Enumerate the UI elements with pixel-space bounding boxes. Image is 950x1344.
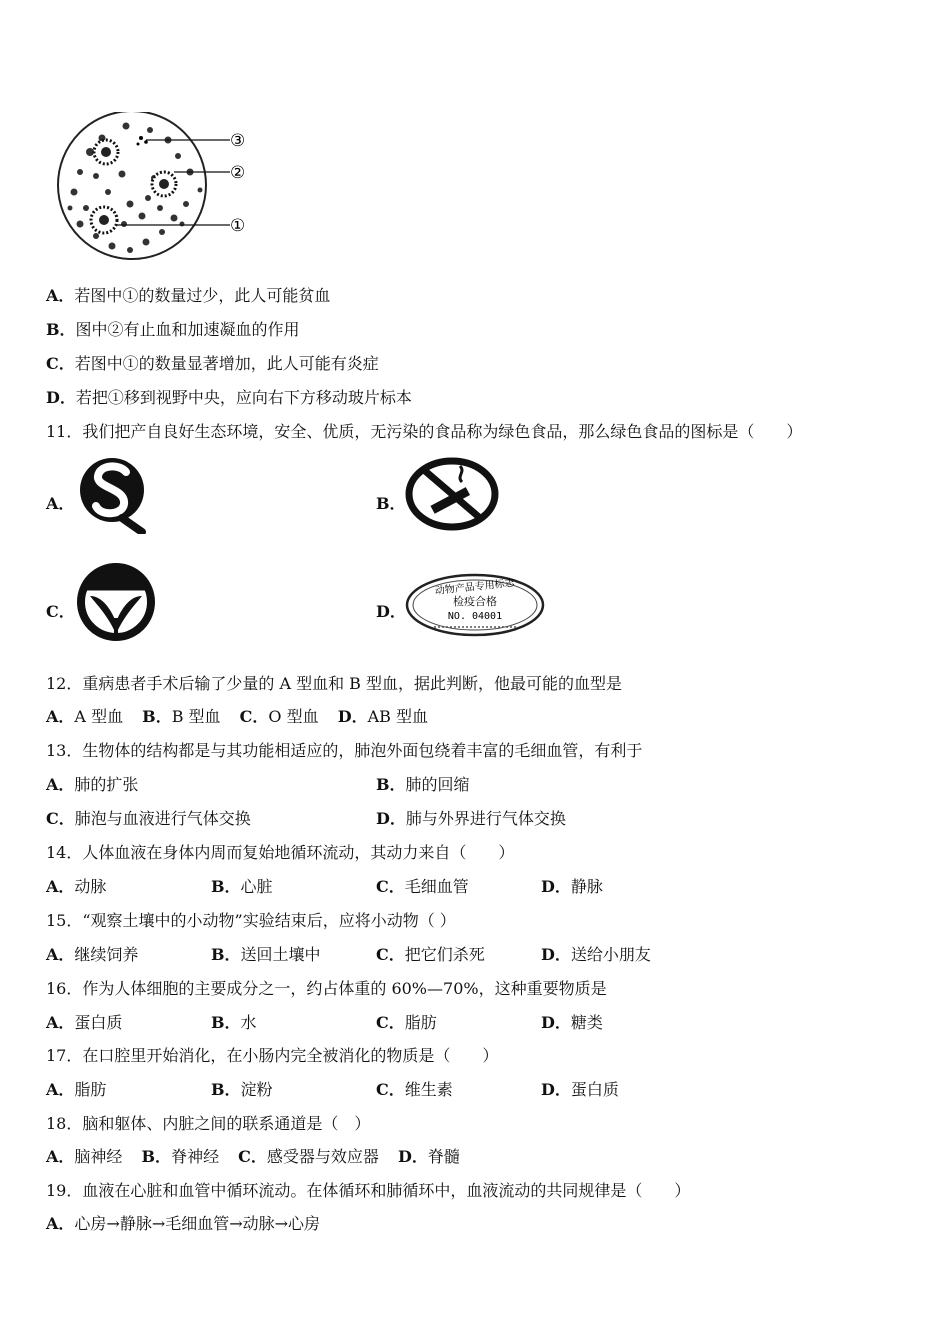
- q17-option-b[interactable]: B．淀粉: [211, 1080, 273, 1099]
- q15-option-a[interactable]: A．继续饲养: [46, 945, 139, 964]
- q16-stem: 16．作为人体细胞的主要成分之一，约占体重的 60%—70%，这种重要物质是: [46, 979, 607, 998]
- q12-option-d[interactable]: D．AB 型血: [337, 707, 429, 726]
- marker-3: ③: [230, 131, 246, 151]
- q11-option-a[interactable]: A．: [46, 494, 75, 513]
- q15-option-c[interactable]: C．把它们杀死: [376, 945, 485, 964]
- q16-option-a[interactable]: A．蛋白质: [46, 1013, 123, 1032]
- q12-stem: 12．重病患者手术后输了少量的 A 型血和 B 型血，据此判断，他最可能的血型是: [46, 674, 623, 693]
- q14-option-a[interactable]: A．动脉: [46, 877, 107, 896]
- q14-option-c[interactable]: C．毛细血管: [376, 877, 469, 896]
- q17-option-a[interactable]: A．脂肪: [46, 1080, 107, 1099]
- stamp-top-text: 动物产品专用标志: [434, 577, 516, 598]
- q19-option-a[interactable]: A．心房→静脉→毛细血管→动脉→心房: [46, 1214, 321, 1233]
- q16-option-d[interactable]: D．糖类: [541, 1013, 603, 1032]
- q15-option-b[interactable]: B．送回土壤中: [211, 945, 321, 964]
- q10-option-a[interactable]: A．若图中①的数量过少，此人可能贫血: [46, 286, 331, 305]
- marker-2: ②: [230, 163, 246, 183]
- q10-option-b[interactable]: B．图中②有止血和加速凝血的作用: [46, 320, 300, 339]
- q12-options-row: [46, 707, 428, 727]
- stamp-number: NO. 04001: [447, 611, 503, 622]
- q12-option-c[interactable]: C．O 型血: [239, 707, 319, 726]
- q13-option-c[interactable]: C．肺泡与血液进行气体交换: [46, 809, 251, 828]
- q10-option-c[interactable]: C．若图中①的数量显著增加，此人可能有炎症: [46, 354, 379, 373]
- q11-stem: 11．我们把产自良好生态环境，安全、优质，无污染的食品称为绿色食品，那么绿色食品的图标是（ ）: [46, 422, 803, 441]
- q15-stem: 15．“观察土壤中的小动物”实验结束后，应将小动物（ ）: [46, 911, 456, 930]
- q15-option-d[interactable]: D．送给小朋友: [541, 945, 651, 964]
- q14-option-d[interactable]: D．静脉: [541, 877, 603, 896]
- q13-option-b[interactable]: B．肺的回缩: [376, 775, 470, 794]
- no-smoking-icon: [404, 456, 500, 532]
- q11-option-c[interactable]: C．: [46, 602, 75, 621]
- q18-stem: 18．脑和躯体、内脏之间的联系通道是（ ）: [46, 1114, 371, 1133]
- q11-option-b[interactable]: B．: [376, 494, 406, 513]
- q11-option-d[interactable]: D．: [376, 602, 406, 621]
- marker-1: ①: [230, 216, 246, 236]
- stamp-middle-text: 检疫合格: [453, 595, 497, 608]
- qs-icon: [76, 452, 148, 534]
- q19-stem: 19．血液在心脏和血管中循环流动。在体循环和肺循环中，血液流动的共同规律是（ ）: [46, 1181, 691, 1200]
- quarantine-stamp-icon: [404, 572, 546, 638]
- q12-option-a[interactable]: A．A 型血: [46, 707, 124, 726]
- q13-stem: 13．生物体的结构都是与其功能相适应的，肺泡外面包绕着丰富的毛细血管，有利于: [46, 741, 643, 760]
- q18-option-b[interactable]: B．脊神经: [141, 1147, 220, 1166]
- q17-option-c[interactable]: C．维生素: [376, 1080, 453, 1099]
- q13-option-a[interactable]: A．肺的扩张: [46, 775, 139, 794]
- blood-smear-figure: [50, 112, 260, 262]
- q17-stem: 17．在口腔里开始消化，在小肠内完全被消化的物质是（ ）: [46, 1046, 499, 1065]
- q18-option-d[interactable]: D．脊髓: [398, 1147, 460, 1166]
- q18-option-c[interactable]: C．感受器与效应器: [238, 1147, 379, 1166]
- green-food-icon: [76, 562, 156, 642]
- q12-option-b[interactable]: B．B 型血: [142, 707, 221, 726]
- q13-option-d[interactable]: D．肺与外界进行气体交换: [376, 809, 566, 828]
- q18-options-row: [46, 1147, 460, 1167]
- q16-option-c[interactable]: C．脂肪: [376, 1013, 437, 1032]
- q10-option-d[interactable]: D．若把①移到视野中央，应向右下方移动玻片标本: [46, 388, 412, 407]
- q17-option-d[interactable]: D．蛋白质: [541, 1080, 619, 1099]
- q18-option-a[interactable]: A．脑神经: [46, 1147, 123, 1166]
- q14-option-b[interactable]: B．心脏: [211, 877, 273, 896]
- q14-stem: 14．人体血液在身体内周而复始地循环流动，其动力来自（ ）: [46, 843, 515, 862]
- q16-option-b[interactable]: B．水: [211, 1013, 257, 1032]
